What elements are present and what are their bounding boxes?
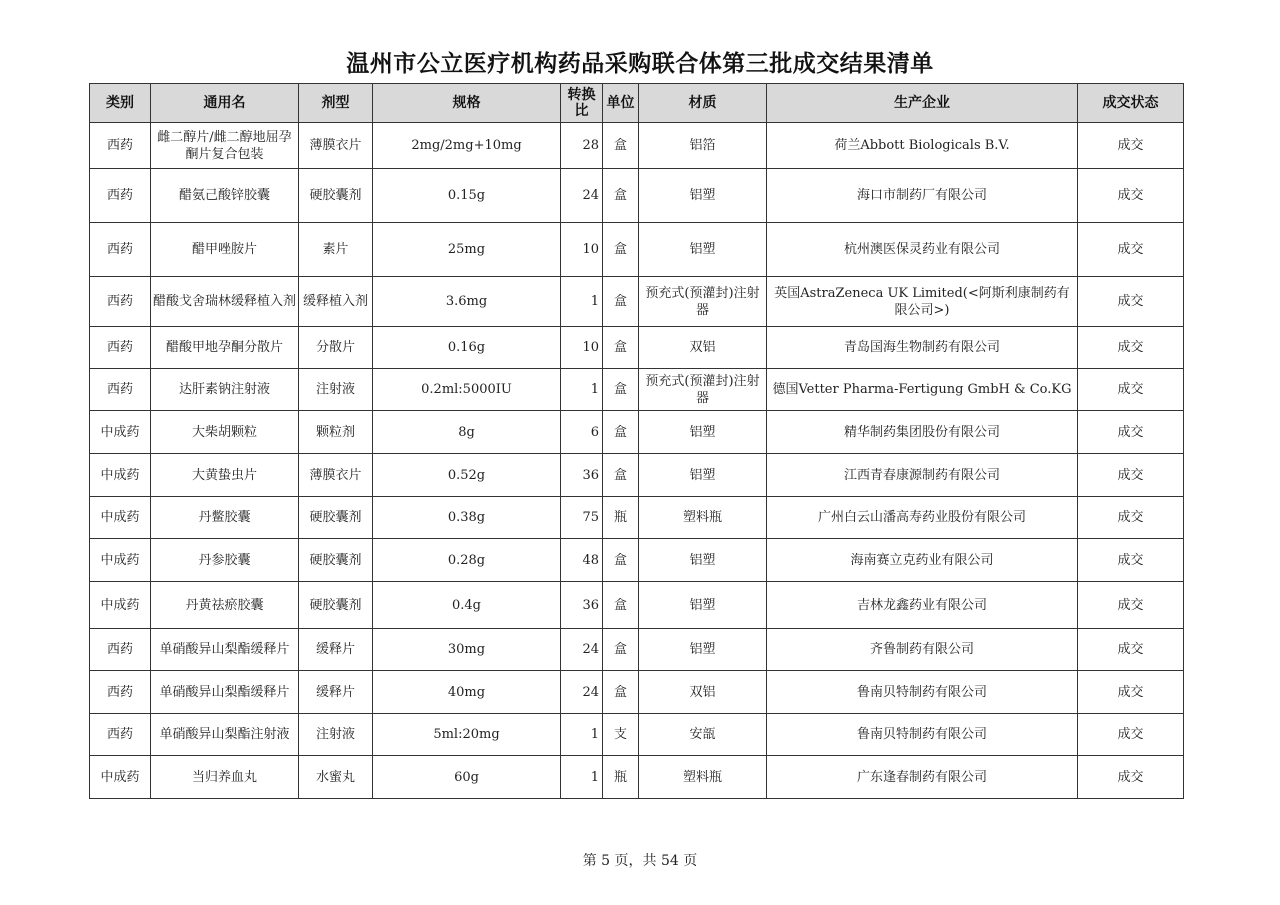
cell-spec: 5ml:20mg: [373, 714, 561, 756]
cell-unit: 瓶: [603, 497, 639, 539]
table-row: [90, 327, 1184, 369]
table-row: [90, 756, 1184, 799]
cell-material: 铝塑: [639, 629, 767, 671]
cell-name: 单硝酸异山梨酯缓释片: [151, 629, 299, 671]
cell-status: 成交: [1078, 671, 1184, 714]
cell-unit: 盒: [603, 411, 639, 454]
col-header-spec: 规格: [373, 84, 561, 123]
cell-ratio: 36: [561, 454, 603, 497]
col-header-ratio: 转换比: [561, 84, 603, 123]
cell-ratio: 24: [561, 671, 603, 714]
cell-spec: 25mg: [373, 223, 561, 277]
page-footer: 第 5 页，共 54 页: [582, 853, 698, 869]
cell-maker: 齐鲁制药有限公司: [767, 629, 1078, 671]
cell-material: 塑料瓶: [639, 497, 767, 539]
cell-material: 塑料瓶: [639, 756, 767, 799]
cell-ratio: 1: [561, 756, 603, 799]
cell-form: 薄膜衣片: [299, 123, 373, 169]
cell-maker: 英国AstraZeneca UK Limited(<阿斯利康制药有限公司>): [767, 277, 1078, 327]
cell-form: 硬胶囊剂: [299, 582, 373, 629]
table-row: [90, 629, 1184, 671]
cell-category: 西药: [90, 223, 151, 277]
cell-spec: 60g: [373, 756, 561, 799]
cell-spec: 0.4g: [373, 582, 561, 629]
cell-ratio: 48: [561, 539, 603, 582]
cell-maker: 青岛国海生物制药有限公司: [767, 327, 1078, 369]
cell-spec: 40mg: [373, 671, 561, 714]
col-header-category: 类别: [90, 84, 151, 123]
cell-maker: 广州白云山潘高寿药业股份有限公司: [767, 497, 1078, 539]
cell-form: 素片: [299, 223, 373, 277]
table-row: [90, 411, 1184, 454]
cell-material: 双铝: [639, 671, 767, 714]
cell-unit: 盒: [603, 671, 639, 714]
cell-material: 铝塑: [639, 169, 767, 223]
cell-maker: 海口市制药厂有限公司: [767, 169, 1078, 223]
table-row: [90, 497, 1184, 539]
table-row: [90, 223, 1184, 277]
cell-ratio: 10: [561, 223, 603, 277]
cell-status: 成交: [1078, 223, 1184, 277]
cell-maker: 广东逢春制药有限公司: [767, 756, 1078, 799]
cell-unit: 盒: [603, 277, 639, 327]
cell-spec: 0.28g: [373, 539, 561, 582]
table-row: [90, 123, 1184, 169]
cell-category: 西药: [90, 671, 151, 714]
table-row: [90, 169, 1184, 223]
col-header-name: 通用名: [151, 84, 299, 123]
cell-spec: 3.6mg: [373, 277, 561, 327]
cell-maker: 精华制药集团股份有限公司: [767, 411, 1078, 454]
cell-unit: 瓶: [603, 756, 639, 799]
cell-name: 丹鳖胶囊: [151, 497, 299, 539]
cell-spec: 0.2ml:5000IU: [373, 369, 561, 411]
cell-category: 中成药: [90, 756, 151, 799]
cell-material: 安瓿: [639, 714, 767, 756]
cell-status: 成交: [1078, 327, 1184, 369]
cell-unit: 盒: [603, 369, 639, 411]
cell-name: 丹参胶囊: [151, 539, 299, 582]
cell-name: 大柴胡颗粒: [151, 411, 299, 454]
table-row: [90, 369, 1184, 411]
table-row: [90, 671, 1184, 714]
cell-form: 水蜜丸: [299, 756, 373, 799]
cell-category: 西药: [90, 714, 151, 756]
cell-name: 醋氨己酸锌胶囊: [151, 169, 299, 223]
cell-status: 成交: [1078, 539, 1184, 582]
cell-name: 醋酸甲地孕酮分散片: [151, 327, 299, 369]
cell-name: 当归养血丸: [151, 756, 299, 799]
cell-maker: 杭州澳医保灵药业有限公司: [767, 223, 1078, 277]
cell-material: 铝塑: [639, 539, 767, 582]
cell-form: 颗粒剂: [299, 411, 373, 454]
cell-material: 铝箔: [639, 123, 767, 169]
cell-spec: 8g: [373, 411, 561, 454]
cell-form: 硬胶囊剂: [299, 497, 373, 539]
cell-category: 西药: [90, 369, 151, 411]
cell-category: 西药: [90, 629, 151, 671]
table-row: [90, 582, 1184, 629]
table-row: [90, 454, 1184, 497]
cell-material: 铝塑: [639, 411, 767, 454]
cell-material: 预充式(预灌封)注射器: [639, 277, 767, 327]
cell-form: 硬胶囊剂: [299, 169, 373, 223]
cell-form: 硬胶囊剂: [299, 539, 373, 582]
cell-status: 成交: [1078, 714, 1184, 756]
cell-material: 铝塑: [639, 582, 767, 629]
cell-category: 西药: [90, 277, 151, 327]
cell-name: 单硝酸异山梨酯注射液: [151, 714, 299, 756]
cell-name: 醋甲唑胺片: [151, 223, 299, 277]
cell-status: 成交: [1078, 123, 1184, 169]
table-row: [90, 277, 1184, 327]
cell-maker: 鲁南贝特制药有限公司: [767, 714, 1078, 756]
cell-ratio: 1: [561, 277, 603, 327]
col-header-status: 成交状态: [1078, 84, 1184, 123]
cell-unit: 盒: [603, 539, 639, 582]
cell-unit: 盒: [603, 327, 639, 369]
col-header-unit: 单位: [603, 84, 639, 123]
cell-name: 雌二醇片/雌二醇地屈孕酮片复合包装: [151, 123, 299, 169]
col-header-form: 剂型: [299, 84, 373, 123]
col-header-maker: 生产企业: [767, 84, 1078, 123]
cell-status: 成交: [1078, 169, 1184, 223]
cell-status: 成交: [1078, 497, 1184, 539]
cell-spec: 0.38g: [373, 497, 561, 539]
cell-unit: 盒: [603, 454, 639, 497]
cell-category: 中成药: [90, 497, 151, 539]
cell-status: 成交: [1078, 411, 1184, 454]
cell-status: 成交: [1078, 277, 1184, 327]
cell-ratio: 1: [561, 369, 603, 411]
cell-spec: 30mg: [373, 629, 561, 671]
cell-material: 铝塑: [639, 223, 767, 277]
cell-unit: 盒: [603, 582, 639, 629]
cell-unit: 盒: [603, 629, 639, 671]
cell-category: 西药: [90, 169, 151, 223]
cell-maker: 荷兰Abbott Biologicals B.V.: [767, 123, 1078, 169]
cell-name: 丹黄祛瘀胶囊: [151, 582, 299, 629]
cell-unit: 支: [603, 714, 639, 756]
cell-maker: 海南赛立克药业有限公司: [767, 539, 1078, 582]
cell-material: 铝塑: [639, 454, 767, 497]
cell-status: 成交: [1078, 629, 1184, 671]
cell-spec: 0.16g: [373, 327, 561, 369]
cell-form: 注射液: [299, 369, 373, 411]
cell-maker: 江西青春康源制药有限公司: [767, 454, 1078, 497]
cell-status: 成交: [1078, 582, 1184, 629]
document-title: 温州市公立医疗机构药品采购联合体第三批成交结果清单: [346, 51, 934, 77]
cell-ratio: 36: [561, 582, 603, 629]
cell-form: 薄膜衣片: [299, 454, 373, 497]
cell-ratio: 1: [561, 714, 603, 756]
cell-unit: 盒: [603, 169, 639, 223]
cell-form: 分散片: [299, 327, 373, 369]
cell-form: 缓释片: [299, 629, 373, 671]
cell-spec: 0.52g: [373, 454, 561, 497]
cell-form: 注射液: [299, 714, 373, 756]
cell-ratio: 24: [561, 169, 603, 223]
cell-category: 中成药: [90, 454, 151, 497]
cell-form: 缓释植入剂: [299, 277, 373, 327]
cell-category: 中成药: [90, 411, 151, 454]
cell-ratio: 28: [561, 123, 603, 169]
cell-status: 成交: [1078, 756, 1184, 799]
cell-name: 单硝酸异山梨酯缓释片: [151, 671, 299, 714]
results-table: [89, 83, 1184, 799]
cell-name: 醋酸戈舍瑞林缓释植入剂: [151, 277, 299, 327]
cell-form: 缓释片: [299, 671, 373, 714]
cell-status: 成交: [1078, 454, 1184, 497]
table-header-row: [90, 84, 1184, 123]
cell-maker: 德国Vetter Pharma-Fertigung GmbH & Co.KG: [767, 369, 1078, 411]
cell-unit: 盒: [603, 123, 639, 169]
table-row: [90, 714, 1184, 756]
cell-name: 达肝素钠注射液: [151, 369, 299, 411]
cell-spec: 2mg/2mg+10mg: [373, 123, 561, 169]
table-row: [90, 539, 1184, 582]
cell-ratio: 75: [561, 497, 603, 539]
cell-spec: 0.15g: [373, 169, 561, 223]
cell-maker: 吉林龙鑫药业有限公司: [767, 582, 1078, 629]
cell-category: 西药: [90, 327, 151, 369]
cell-category: 中成药: [90, 582, 151, 629]
cell-ratio: 24: [561, 629, 603, 671]
cell-status: 成交: [1078, 369, 1184, 411]
cell-unit: 盒: [603, 223, 639, 277]
cell-material: 预充式(预灌封)注射器: [639, 369, 767, 411]
cell-category: 西药: [90, 123, 151, 169]
cell-material: 双铝: [639, 327, 767, 369]
cell-maker: 鲁南贝特制药有限公司: [767, 671, 1078, 714]
cell-category: 中成药: [90, 539, 151, 582]
col-header-material: 材质: [639, 84, 767, 123]
cell-name: 大黄蛰虫片: [151, 454, 299, 497]
cell-ratio: 10: [561, 327, 603, 369]
cell-ratio: 6: [561, 411, 603, 454]
